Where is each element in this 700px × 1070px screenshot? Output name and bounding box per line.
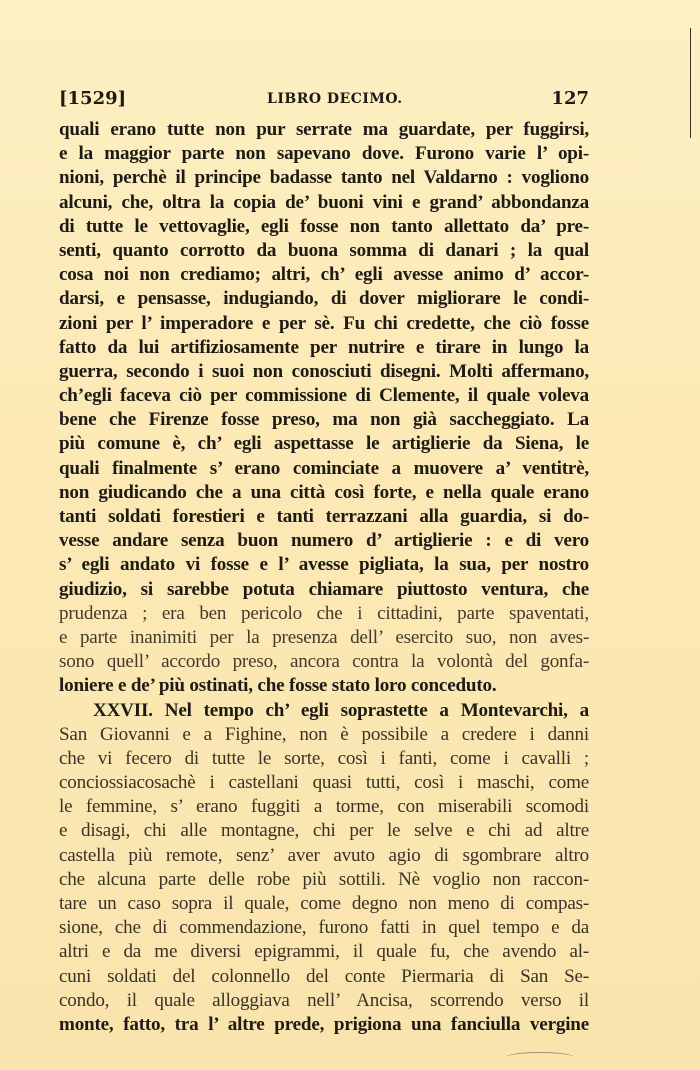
text-line: altri e da me diversi epigrammi, il quale fu, che avendo al- — [59, 941, 589, 963]
text-line: quali erano tutte non pur serrate ma guardate, per fuggirsi, — [59, 119, 589, 140]
text-line: castella più remote, senz’ aver avuto agio di sgombrare altro — [59, 844, 589, 866]
text-line: darsi, e pensasse, indugiando, di dover migliorare le condi- — [59, 288, 589, 310]
text-line: condo, il quale alloggiava nell’ Ancisa, scorrendo verso il — [59, 989, 589, 1011]
text-line: s’ egli andato vi fosse e l’ avesse pigliata, la sua, per nostro — [59, 554, 589, 576]
header-book-title: LIBRO DECIMO. — [267, 91, 403, 107]
text-line: e disagi, chi alle montagne, chi per le selve e chi ad altre — [59, 820, 589, 842]
text-line: conciossiacosachè i castellani quasi tutti, così i maschi, come — [59, 772, 589, 794]
text-line: ch’egli faceva ciò per commissione di Clemente, il quale voleva — [59, 385, 589, 407]
page-edge-line — [690, 28, 691, 138]
text-line: nioni, perchè il principe badasse tanto nel Valdarno : vogliono — [59, 167, 589, 189]
text-line: sono quell’ accordo preso, ancora contra la volontà del gonfa- — [59, 651, 589, 673]
scan-artifact-mark — [505, 1052, 575, 1063]
text-line: guerra, secondo i suoi non conosciuti disegni. Molti affermano, — [59, 360, 589, 382]
text-line: vesse andare senza buon numero d’ artiglierie : e di vero — [59, 530, 589, 552]
text-line: tanti soldati forestieri e tanti terrazzani alla guardia, si do- — [59, 506, 589, 527]
running-header — [59, 88, 589, 112]
text-line: giudizio, si sarebbe potuta chiamare piuttosto ventura, che — [59, 578, 589, 600]
section-start-line: XXVII. Nel tempo ch’ egli soprastette a Montevarchi, a — [93, 699, 589, 721]
text-line: San Giovanni e a Fighine, non è possibile a credere i danni — [59, 723, 589, 745]
header-page-number: 127 — [551, 88, 589, 109]
text-line: monte, fatto, tra l’ altre prede, prigiona una fanciulla vergine — [59, 1013, 589, 1035]
text-line: cosa noi non crediamo; altri, ch’ egli avesse animo d’ accor- — [59, 264, 589, 286]
text-line: e la maggior parte non sapevano dove. Furono varie l’ opi- — [59, 143, 589, 165]
text-line: più comune è, ch’ egli aspettasse le artiglierie da Siena, le — [59, 433, 589, 455]
text-line: quali finalmente s’ erano cominciate a muovere a’ ventitrè, — [59, 457, 589, 479]
page-body-text — [59, 118, 589, 1037]
header-year: [1529] — [59, 88, 127, 109]
text-line: sione, che di commendazione, furono fatti in quel tempo e da — [59, 917, 589, 939]
text-line: zioni per l’ imperadore e per sè. Fu chi credette, che ciò fosse — [59, 312, 589, 334]
text-line: tare un caso sopra il quale, come degno non meno di compas- — [59, 893, 589, 914]
text-line: alcuni, che, oltra la copia de’ buoni vini e grand’ abbondanza — [59, 191, 589, 213]
text-line: che alcuna parte delle robe più sottili. Nè voglio non raccon- — [59, 868, 589, 890]
text-line: prudenza ; era ben pericolo che i cittadini, parte spaventati, — [59, 602, 589, 624]
text-line: senti, quanto corrotto da buona somma di danari ; la qual — [59, 239, 589, 261]
text-line: non giudicando che a una città così forte, e nella quale erano — [59, 481, 589, 503]
text-line: che vi fecero di tutte le sorte, così i fanti, come i cavalli ; — [59, 747, 589, 769]
text-line: bene che Firenze fosse preso, ma non già saccheggiato. La — [59, 409, 589, 431]
text-line: fatto da lui artifiziosamente per nutrire e tirare in lungo la — [59, 336, 589, 358]
text-line: le femmine, s’ erano fuggiti a torme, con miserabili scomodi — [59, 796, 589, 818]
text-line: e parte inanimiti per la presenza dell’ esercito suo, non aves- — [59, 626, 589, 648]
paragraph-last-line: loniere e de’ più ostinati, che fosse stato loro conceduto. — [59, 675, 497, 697]
text-line: cuni soldati del colonnello del conte Piermaria di San Se- — [59, 965, 589, 987]
text-line: di tutte le vettovaglie, egli fosse non tanto allettato da’ pre- — [59, 215, 589, 237]
